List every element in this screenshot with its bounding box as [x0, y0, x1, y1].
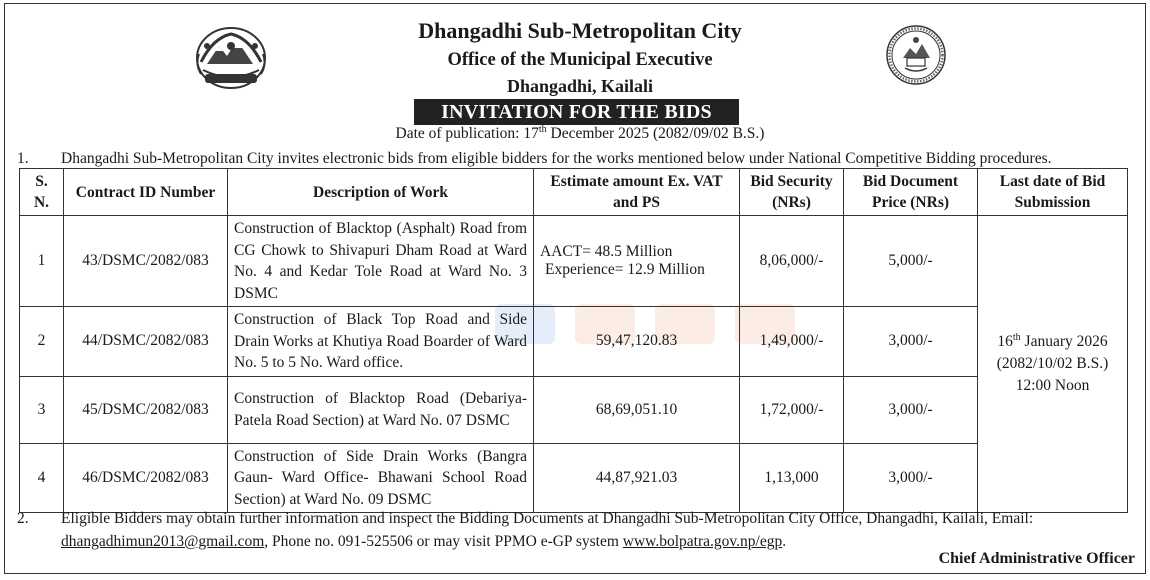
table-header-row — [20, 169, 1128, 216]
cell-description: Construction of Blacktop Road (Debariya-Patela Road Section) at Ward No. 07 DSMC — [228, 376, 534, 443]
cell-contract-id: 45/DSMC/2082/083 — [64, 376, 228, 443]
table-row — [20, 443, 1128, 513]
cell-description: Construction of Side Drain Works (Bangra Gaun- Ward Office- Bhawani School Road Section) at Ward No. 09 DSMC — [228, 443, 534, 513]
cell-sn: 3 — [20, 376, 64, 443]
paragraph-text: Eligible Bidders may obtain further information and inspect the Bidding Documents at Dhangadhi Sub-Metropolitan City Office, Dhangadhi, Kailali, Email: — [61, 510, 1034, 527]
signatory-title: Chief Administrative Officer — [938, 550, 1135, 567]
header-estimate: Estimate amount Ex. VAT and PS — [534, 169, 740, 216]
header-bid-security: Bid Security (NRs) — [740, 169, 844, 216]
table-row — [20, 216, 1128, 307]
cell-doc-price: 5,000/- — [844, 216, 978, 307]
cell-contract-id: 46/DSMC/2082/083 — [64, 443, 228, 513]
cell-bid-security: 1,72,000/- — [740, 376, 844, 443]
table-row — [20, 376, 1128, 443]
org-location: Dhangadhi, Kailali — [506, 76, 654, 96]
paragraph-number: 1. — [17, 150, 29, 167]
paragraph-1 — [17, 150, 1052, 168]
office-name: Office of the Municipal Executive — [447, 50, 713, 70]
cell-sn: 4 — [20, 443, 64, 513]
cell-description: Construction of Black Top Road and Side Drain Works at Khutiya Road Boarder of Ward No. 5 to 5 No. Ward office. — [228, 307, 534, 377]
paragraph-2 — [17, 507, 1137, 553]
publication-date: Date of publication: 17th December 2025 (2082/09/02 B.S.) — [395, 123, 765, 142]
email-link[interactable]: dhangadhimun2013@gmail.com — [61, 533, 265, 550]
notice-title-banner: INVITATION FOR THE BIDS — [414, 99, 739, 125]
deadline-bs-date: (2082/10/02 B.S.) — [996, 355, 1109, 372]
cell-estimate: 44,87,921.03 — [534, 443, 740, 513]
notice-header — [5, 4, 1145, 146]
website-link[interactable]: www.bolpatra.gov.np/egp — [622, 533, 783, 550]
cell-estimate — [534, 216, 740, 307]
table-row — [20, 307, 1128, 377]
estimate-aact: AACT= 48.5 Million — [540, 243, 673, 260]
header-last-date: Last date of Bid Submission — [978, 169, 1128, 216]
bids-table — [19, 168, 1128, 513]
cell-doc-price: 3,000/- — [844, 376, 978, 443]
cell-bid-security: 1,13,000 — [740, 443, 844, 513]
org-name: Dhangadhi Sub-Metropolitan City — [418, 18, 742, 43]
cell-estimate: 59,47,120.83 — [534, 307, 740, 377]
deadline-time: 12:00 Noon — [1015, 377, 1090, 394]
sentence-end: . — [782, 533, 787, 550]
paragraph-text: Dhangadhi Sub-Metropolitan City invites electronic bids from eligible bidders for the works mentioned below under National Competitive Bidding procedures. — [61, 150, 1052, 167]
header-contract-id: Contract ID Number — [64, 169, 228, 216]
cell-bid-security: 8,06,000/- — [740, 216, 844, 307]
cell-description: Construction of Blacktop (Asphalt) Road from CG Chowk to Shivapuri Dham Road at Ward No. 4 and Kedar Tole Road at Ward No. 3 DSMC — [228, 216, 534, 307]
cell-bid-security: 1,49,000/- — [740, 307, 844, 377]
paragraph-number: 2. — [17, 510, 29, 527]
cell-doc-price: 3,000/- — [844, 307, 978, 377]
header-sn: S. N. — [20, 169, 64, 216]
notice-page — [4, 3, 1146, 574]
header-doc-price: Bid Document Price (NRs) — [844, 169, 978, 216]
cell-last-date — [978, 216, 1128, 513]
cell-sn: 1 — [20, 216, 64, 307]
cell-contract-id: 43/DSMC/2082/083 — [64, 216, 228, 307]
deadline-date: 16th January 2026 — [997, 331, 1108, 350]
cell-sn: 2 — [20, 307, 64, 377]
cell-contract-id: 44/DSMC/2082/083 — [64, 307, 228, 377]
cell-estimate: 68,69,051.10 — [534, 376, 740, 443]
header-description: Description of Work — [228, 169, 534, 216]
estimate-experience: Experience= 12.9 Million — [545, 261, 705, 278]
contact-text: , Phone no. 091-525506 or may visit PPMO e-GP system — [264, 533, 623, 550]
cell-doc-price: 3,000/- — [844, 443, 978, 513]
